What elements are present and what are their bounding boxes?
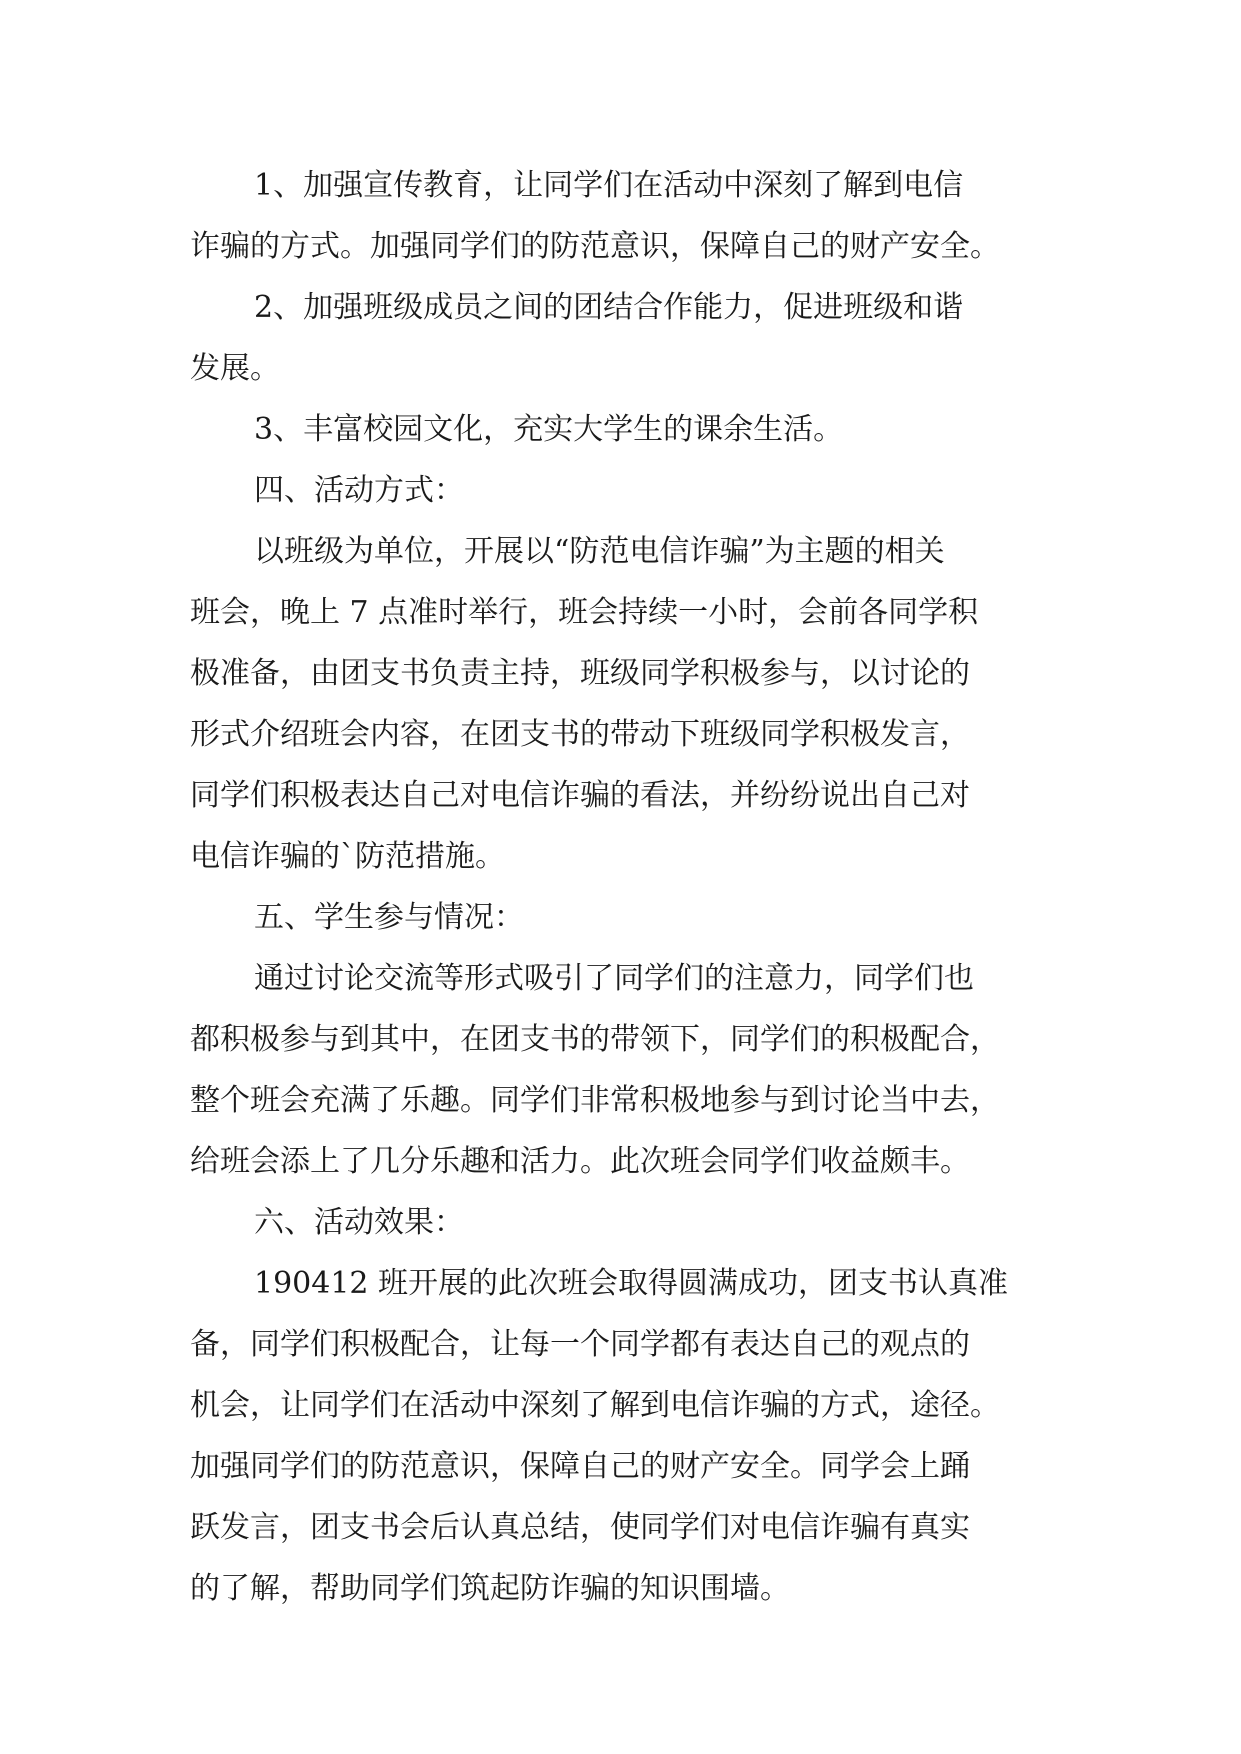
text-line: 以班级为单位，开展以“防范电信诈骗”为主题的相关	[254, 534, 945, 569]
text-line: 班会，晚上 7 点准时举行，班会持续一小时，会前各同学积	[190, 595, 979, 630]
paragraph	[190, 892, 1060, 953]
document-body	[190, 160, 1060, 1624]
text-line: 都积极参与到其中，在团支书的带领下，同学们的积极配合，	[190, 1022, 1000, 1057]
paragraph	[190, 404, 1060, 465]
paragraph	[190, 526, 1060, 892]
text-line: 四、活动方式：	[254, 473, 464, 508]
text-line: 给班会添上了几分乐趣和活力。此次班会同学们收益颇丰。	[190, 1144, 970, 1179]
text-line: 五、学生参与情况：	[254, 900, 524, 935]
paragraph	[190, 465, 1060, 526]
text-line: 1、加强宣传教育，让同学们在活动中深刻了解到电信	[254, 168, 964, 203]
document-page	[190, 160, 1060, 1624]
text-line: 190412 班开展的此次班会取得圆满成功，团支书认真准	[254, 1266, 1009, 1301]
paragraph	[190, 953, 1060, 1197]
text-line: 2、加强班级成员之间的团结合作能力，促进班级和谐	[254, 290, 964, 325]
text-line: 机会，让同学们在活动中深刻了解到电信诈骗的方式，途径。	[190, 1388, 1000, 1423]
text-line: 极准备，由团支书负责主持，班级同学积极参与，以讨论的	[190, 656, 970, 691]
text-line: 发展。	[190, 351, 280, 386]
text-line: 六、活动效果：	[254, 1205, 464, 1240]
text-line: 跃发言，团支书会后认真总结，使同学们对电信诈骗有真实	[190, 1510, 970, 1545]
text-line: 同学们积极表达自己对电信诈骗的看法，并纷纷说出自己对	[190, 778, 970, 813]
paragraph	[190, 160, 1060, 282]
text-line: 的了解，帮助同学们筑起防诈骗的知识围墙。	[190, 1571, 790, 1606]
paragraph	[190, 1197, 1060, 1258]
text-line: 通过讨论交流等形式吸引了同学们的注意力，同学们也	[254, 961, 974, 996]
text-line: 备，同学们积极配合，让每一个同学都有表达自己的观点的	[190, 1327, 970, 1362]
text-line: 形式介绍班会内容，在团支书的带动下班级同学积极发言，	[190, 717, 970, 752]
text-line: 加强同学们的防范意识，保障自己的财产安全。同学会上踊	[190, 1449, 970, 1484]
text-line: 整个班会充满了乐趣。同学们非常积极地参与到讨论当中去，	[190, 1083, 1000, 1118]
paragraph	[190, 1258, 1060, 1624]
text-line: 电信诈骗的`防范措施。	[190, 839, 505, 874]
paragraph	[190, 282, 1060, 404]
text-line: 3、丰富校园文化，充实大学生的课余生活。	[254, 412, 844, 447]
text-line: 诈骗的方式。加强同学们的防范意识，保障自己的财产安全。	[190, 229, 1000, 264]
